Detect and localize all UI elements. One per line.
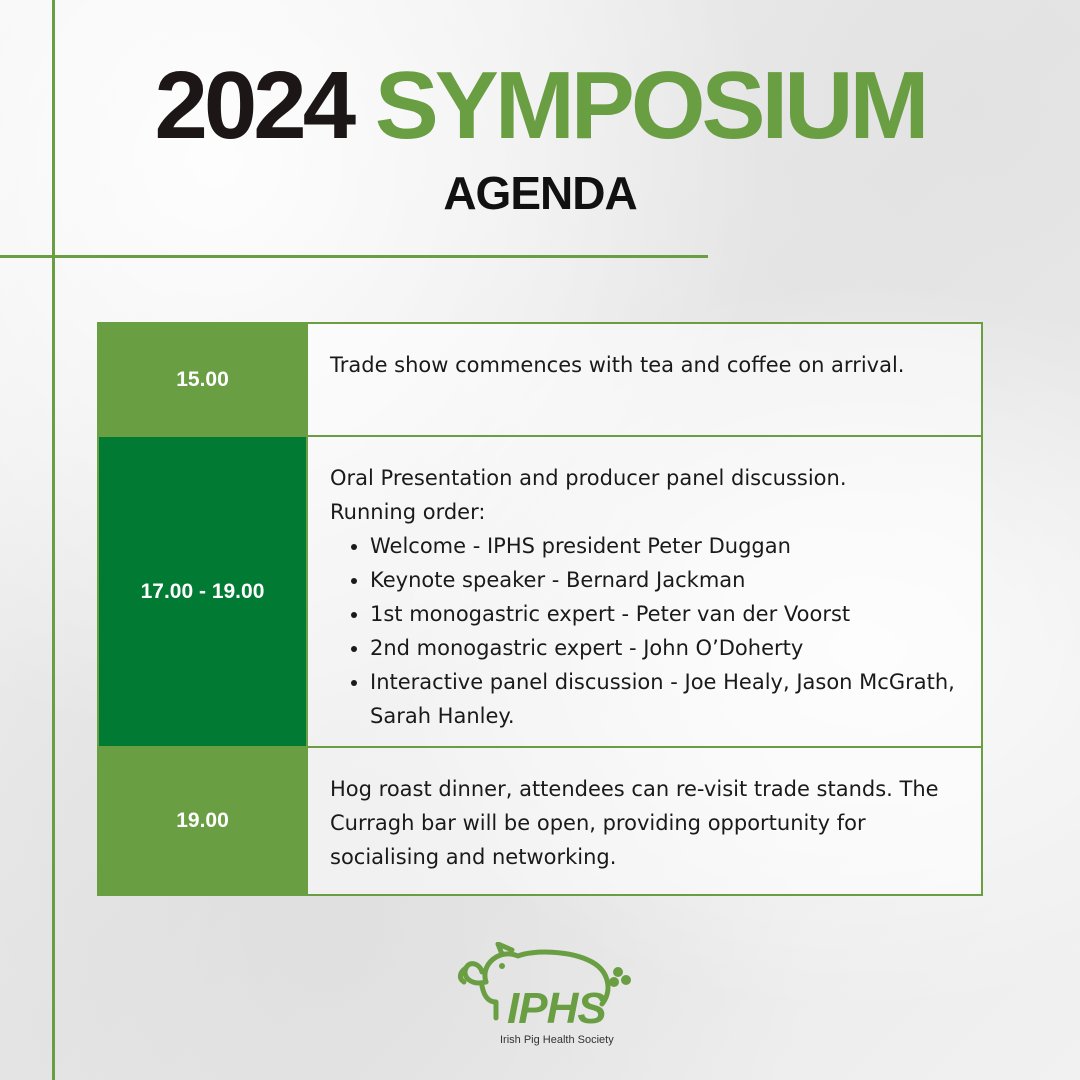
agenda-row [97, 437, 983, 748]
agenda-text: Oral Presentation and producer panel discussion. [330, 466, 847, 490]
horizontal-accent-line [0, 255, 708, 258]
list-item: • 1st monogastric expert - Peter van der Voorst [370, 597, 961, 631]
list-item: • Welcome - IPHS president Peter Duggan [370, 529, 961, 563]
agenda-time: 15.00 [99, 324, 308, 435]
title-year: 2024 [154, 52, 353, 159]
logo-abbr: IPHS [507, 984, 606, 1033]
agenda-time: 19.00 [99, 748, 308, 894]
agenda-text: Trade show commences with tea and coffee on arrival. [330, 353, 905, 377]
logo-name: Irish Pig Health Society [500, 1034, 614, 1046]
page-subtitle: AGENDA [443, 167, 637, 219]
agenda-text: Hog roast dinner, attendees can re-visit trade stands. The Curragh bar will be open, providing opportunity for socialising and networking. [330, 777, 939, 869]
title-word: SYMPOSIUM [374, 52, 926, 159]
list-item: • Interactive panel discussion - Joe Healy, Jason McGrath, Sarah Hanley. [370, 665, 961, 733]
agenda-text-secondary: Running order: [330, 500, 486, 524]
agenda-row [97, 322, 983, 437]
agenda-description [308, 748, 981, 894]
agenda-description [308, 437, 981, 746]
vertical-accent-line [52, 0, 55, 1080]
page-title [0, 52, 1080, 159]
agenda-row [97, 748, 983, 896]
agenda-description [308, 324, 981, 435]
list-item: • 2nd monogastric expert - John O’Doherty [370, 631, 961, 665]
agenda-table [97, 322, 983, 896]
agenda-time: 17.00 - 19.00 [99, 437, 308, 746]
list-item: • Keynote speaker - Bernard Jackman [370, 563, 961, 597]
running-order-list [330, 529, 961, 733]
